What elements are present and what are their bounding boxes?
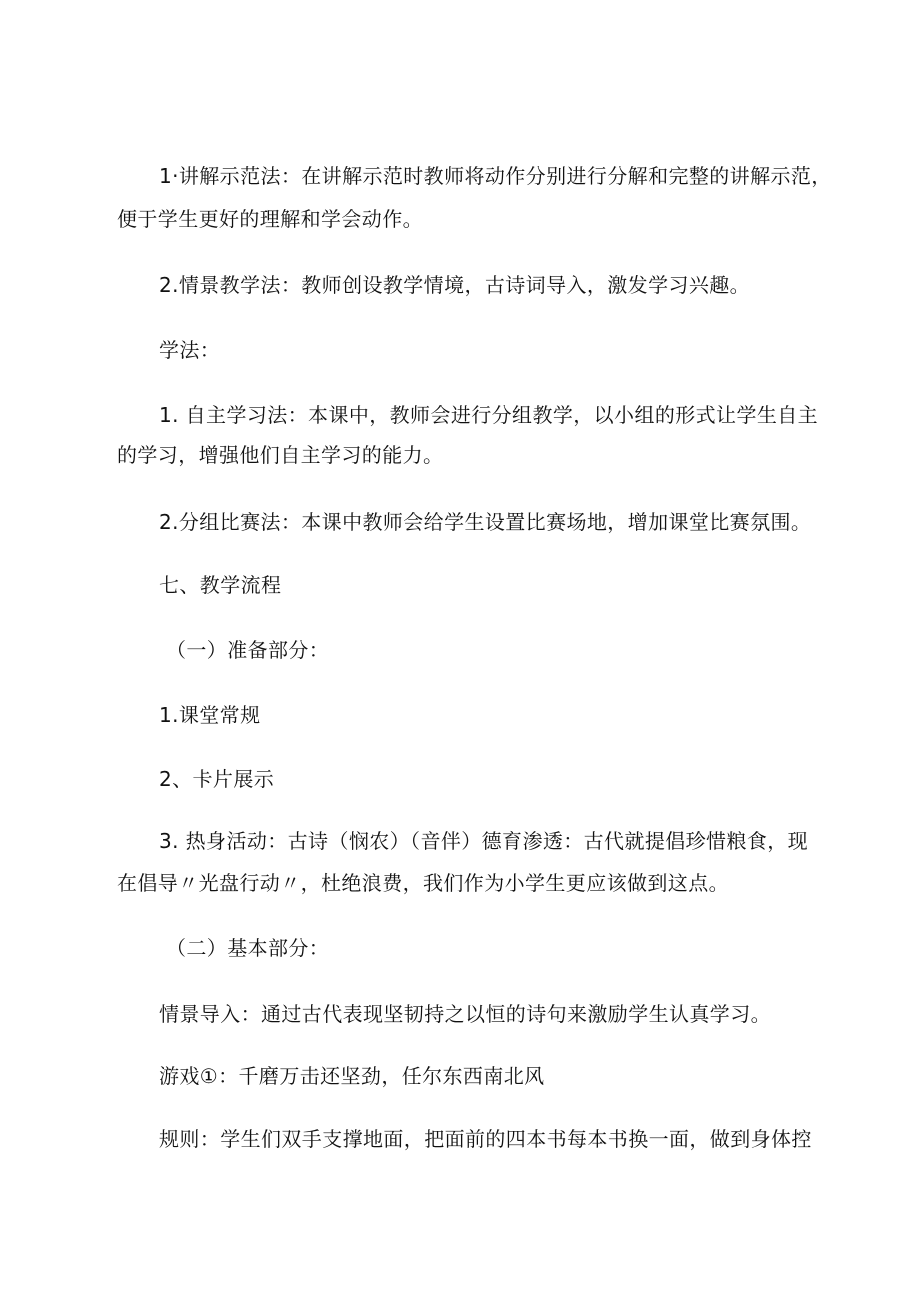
paragraph-rules: 规则：学生们双手支撑地面，把面前的四本书每本书换一面，做到身体控	[159, 1127, 812, 1151]
item-card-display: 2、卡片展示	[159, 767, 275, 791]
paragraph-1-line-2: 便于学生更好的理解和学会动作。	[117, 207, 423, 231]
paragraph-warmup-line-2: 在倡导〃光盘行动〃，杜绝浪费，我们作为小学生更应该做到这点。	[117, 871, 729, 895]
paragraph-scene-intro: 情景导入：通过古代表现坚韧持之以恒的诗句来激励学生认真学习。	[159, 1002, 771, 1026]
subheading-preparation: （一）准备部分：	[166, 638, 330, 662]
paragraph-1-line-1: 1·讲解示范法：在讲解示范时教师将动作分别进行分解和完整的讲解示范，	[159, 164, 832, 188]
paragraph-2: 2.情景教学法：教师创设教学情境，古诗词导入，激发学习兴趣。	[159, 273, 751, 297]
paragraph-warmup-line-1: 3. 热身活动：古诗（悯农）（音伴）德育渗透：古代就提倡珍惜粮食，现	[159, 829, 809, 853]
paragraph-4-line-2: 的学习，增强他们自主学习的能力。	[117, 443, 444, 467]
subheading-basic-part: （二）基本部分：	[166, 936, 330, 960]
paragraph-5: 2.分组比赛法：本课中教师会给学生设置比赛场地，增加课堂比赛氛围。	[159, 510, 812, 534]
heading-xuefa: 学法：	[159, 338, 221, 362]
paragraph-4-line-1: 1. 自主学习法：本课中，教师会进行分组教学，以小组的形式让学生自主	[159, 403, 819, 427]
item-classroom-routine: 1.课堂常规	[159, 703, 261, 727]
section-heading-teaching-process: 七、教学流程	[159, 573, 282, 597]
paragraph-game-1: 游戏①：千磨万击还坚劲，任尔东西南北风	[159, 1064, 545, 1088]
